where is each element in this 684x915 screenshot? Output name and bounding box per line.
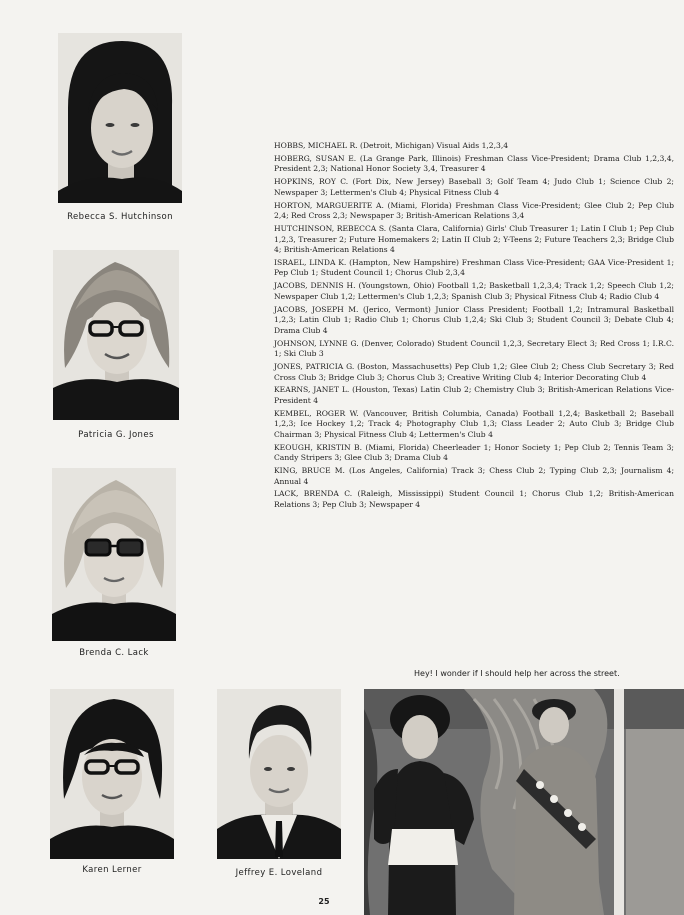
- portrait-caption: Rebecca S. Hutchinson: [67, 212, 173, 222]
- bio-entry: KING, BRUCE M. (Los Angeles, California) Track 3; Chess Club 2; Typing Club 2,3; Journalism 4; Annual 4: [274, 466, 674, 486]
- bio-entry: KEOUGH, KRISTIN B. (Miami, Florida) Cheerleader 1; Honor Society 1; Pep Club 2; Tennis Team 3; Candy Stripers 3; Glee Club 3; Drama Club 4: [274, 442, 674, 463]
- senior-biographies: [274, 141, 674, 513]
- bio-entry: JACOBS, DENNIS H. (Youngstown, Ohio) Football 1,2; Basketball 1,2,3,4; Track 1,2; Speech Club 1,2; Newspaper Club 1,2; Lettermen's Club 1,2,3; Spanish Club 3; Physical Fitness Club 4; Radio Club 4: [274, 281, 674, 301]
- portrait-caption: Jeffrey E. Loveland: [235, 868, 323, 878]
- page-number: 25: [318, 897, 330, 906]
- portrait-caption: Brenda C. Lack: [79, 648, 149, 658]
- bio-entry: HOBBS, MICHAEL R. (Detroit, Michigan) Visual Aids 1,2,3,4: [274, 141, 509, 150]
- portrait-photo-karen-lerner: [50, 689, 174, 859]
- bio-entry: HOPKINS, ROY C. (Fort Dix, New Jersey) Baseball 3; Golf Team 4; Judo Club 1; Science Club 2; Newspaper 3; Lettermen's Club 4; Physical Fitness Club 4: [274, 177, 674, 197]
- portrait-photo-jeffrey-loveland: [217, 689, 341, 859]
- bio-entry: LACK, BRENDA C. (Raleigh, Mississippi) Student Council 1; Chorus Club 1,2; British-American Relations 3; Pep Club 3; Newspaper 4: [274, 489, 674, 509]
- bio-entry: HORTON, MARGUERITE A. (Miami, Florida) Freshman Class Vice-President; Glee Club 2; Pep Club 2,4; Red Cross 2,3; Newspaper 3; British-American Relations 3,4: [274, 200, 674, 221]
- portrait-photo-patricia-jones: [53, 250, 179, 420]
- bio-entry: JONES, PATRICIA G. (Boston, Massachusetts) Pep Club 1,2; Glee Club 2; Chess Club Secretary 3; Red Cross Club 3; Bridge Club 3; Chorus Club 3; Creative Writing Club 4; Interior Decorating Club 4: [274, 362, 674, 382]
- candid-photo-caption: Hey! I wonder if I should help her across the street.: [414, 669, 620, 678]
- candid-stage-photo: [364, 689, 684, 915]
- bio-entry: HUTCHINSON, REBECCA S. (Santa Clara, California) Girls' Club Treasurer 1; Latin I Club 1; Pep Club 1,2,3, Treasurer 2; Future Homemakers 2; Latin II Club 2; Y-Teens 2; Future Teachers 2,3; Bridge Club 4; British-American Relations 4: [274, 224, 674, 255]
- bio-entry: JACOBS, JOSEPH M. (Jerico, Vermont) Junior Class President; Football 1,2; Intramural Basketball 1,2,3; Latin Club 1; Radio Club 1; Chorus Club 1,2,4; Ski Club 3; Student Council 3; Debate Club 4; Drama Club 4: [274, 304, 674, 335]
- portrait-caption: Karen Lerner: [82, 865, 142, 875]
- portrait-photo-brenda-lack: [52, 468, 176, 641]
- bio-entry: JOHNSON, LYNNE G. (Denver, Colorado) Student Council 1,2,3, Secretary Elect 3; Red Cross 1; I.R.C. 1; Ski Club 3: [274, 338, 674, 359]
- portrait-caption: Patricia G. Jones: [78, 430, 154, 440]
- bio-entry: KEARNS, JANET L. (Houston, Texas) Latin Club 2; Chemistry Club 3; British-American Relations Vice-President 4: [274, 385, 674, 405]
- bio-entry: HOBERG, SUSAN E. (La Grange Park, Illinois) Freshman Class Vice-President; Drama Club 1,2,3,4, President 2,3; National Honor Society 3,4, Treasurer 4: [274, 153, 674, 174]
- bio-entry: ISRAEL, LINDA K. (Hampton, New Hampshire) Freshman Class Vice-President; GAA Vice-President 1; Pep Club 1; Student Council 1; Chorus Club 2,3,4: [274, 257, 674, 278]
- portrait-photo-rebecca-hutchinson: [58, 33, 182, 203]
- bio-entry: KEMBEL, ROGER W. (Vancouver, British Columbia, Canada) Football 1,2,4; Basketball 2; Baseball 1,2,3; Ice Hockey 1,2; Track 4; Photography Club 1,3; Class Leader 2; Auto Club 3; Bridge Club Chairman 3; Physical Fitness Club 4; Lettermen's Club 4: [274, 408, 674, 439]
